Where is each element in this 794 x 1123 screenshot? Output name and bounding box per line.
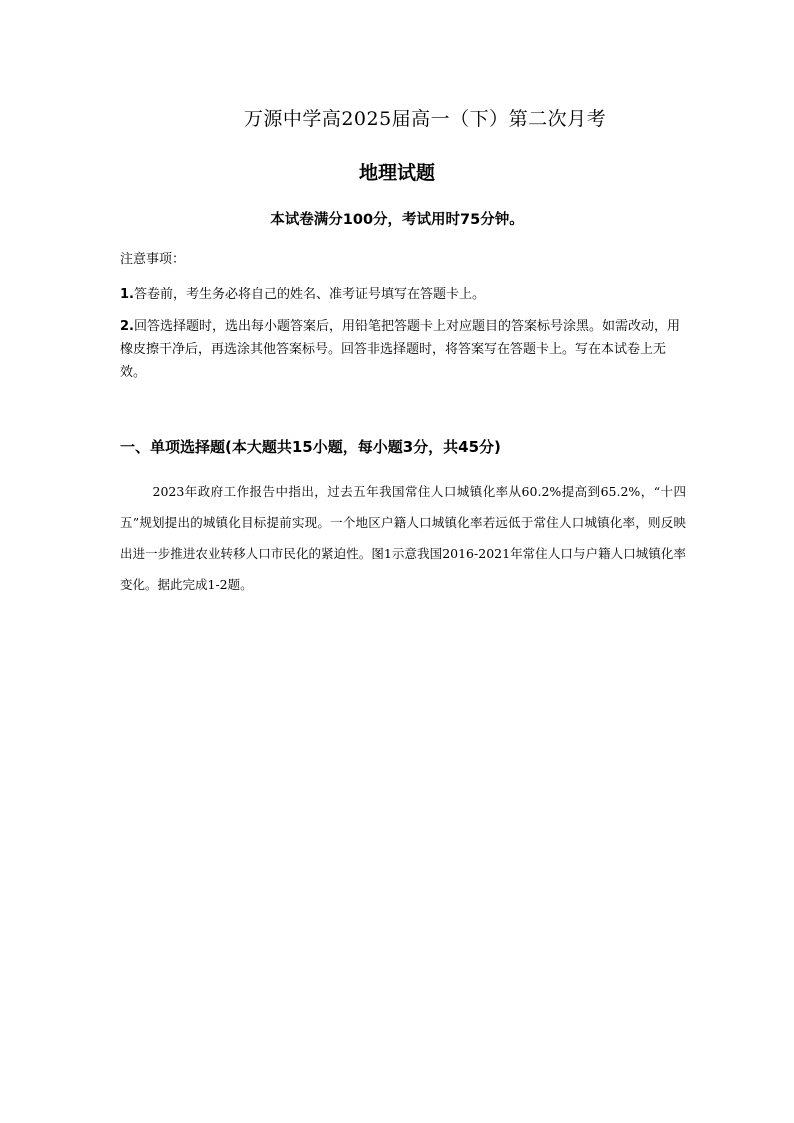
notice-heading: 注意事项： bbox=[120, 252, 186, 267]
notice-item-text: 回答选择题时，选出每小题答案后，用铅笔把答题卡上对应题目的答案标号涂黑。如需改动，用橡皮擦干净后，再选涂其他答案标号。回答非选择题时，将答案写在答题卡上。写在本试卷上无效。 bbox=[120, 319, 680, 380]
subject-title: 地理试题 bbox=[358, 162, 435, 184]
notice-item bbox=[120, 315, 680, 384]
notice-item bbox=[120, 283, 680, 306]
question-intro-paragraph: 2023年政府工作报告中指出，过去五年我国常住人口城镇化率从60.2%提高到65.2%，“十四五”规划提出的城镇化目标提前实现。一个地区户籍人口城镇化率若远低于常住人口城镇化率，则反映出进一步推进农业转移人口市民化的紧迫性。图1示意我国2016-2021年常住人口与户籍人口城镇化率变化。据此完成1-2题。 bbox=[120, 484, 686, 592]
notice-item-number: 2. bbox=[120, 319, 134, 334]
exam-info: 本试卷满分100分，考试用时75分钟。 bbox=[270, 212, 524, 228]
notice-item-number: 1. bbox=[120, 287, 134, 302]
notice-item-text: 答卷前，考生务必将自己的姓名、准考证号填写在答题卡上。 bbox=[133, 287, 485, 302]
exam-title: 万源中学高2025届高一（下）第二次月考 bbox=[243, 108, 607, 130]
section-heading: 一、单项选择题(本大题共15小题，每小题3分，共45分) bbox=[120, 438, 501, 456]
